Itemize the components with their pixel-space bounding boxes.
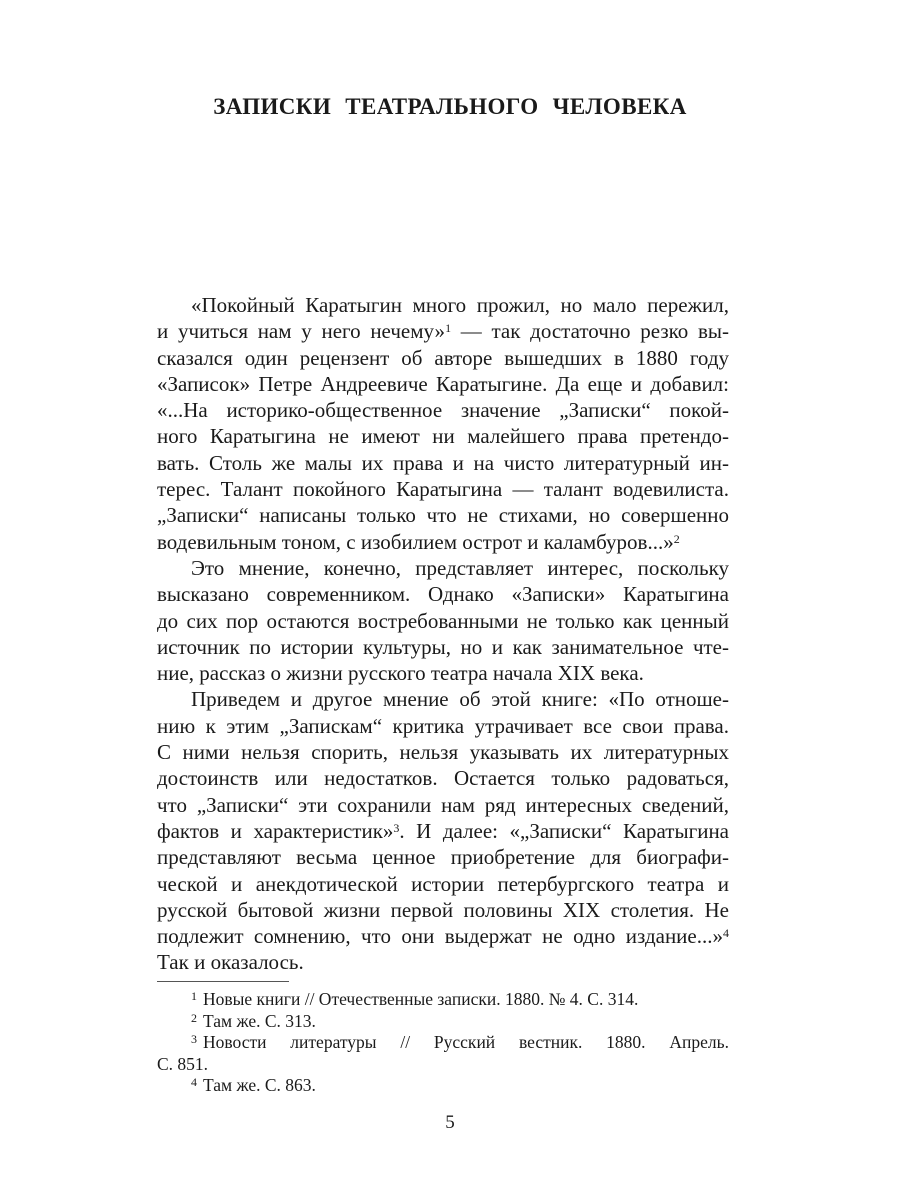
text-run: «Записок» Петре Андреевиче Каратыгине. Да еще и добавил: bbox=[157, 371, 729, 396]
text-run: «Покойный Каратыгин много прожил, но мало пережил, bbox=[191, 293, 729, 317]
text-run: С ними нельзя спорить, нельзя указывать их литературных bbox=[157, 740, 729, 765]
text-run: Приведем и другое мнение об этой книге: «По отноше- bbox=[191, 687, 729, 712]
text-run: ние, рассказ о жизни русского театра начала XIX века. bbox=[157, 661, 644, 686]
text-run: фактов и характеристик» bbox=[157, 818, 394, 843]
footnote bbox=[157, 1075, 729, 1097]
text-line bbox=[157, 423, 729, 449]
footnote-text: Там же. С. 313. bbox=[203, 1010, 316, 1031]
footnote-text: Новые книги // Отечественные записки. 1880. № 4. С. 314. bbox=[203, 989, 639, 1009]
footnote-continuation: С. 851. bbox=[157, 1053, 209, 1074]
text-line bbox=[157, 818, 729, 844]
text-run: ческой и анекдотической истории петербургского театра и bbox=[157, 871, 729, 896]
text-line bbox=[157, 397, 729, 423]
text-line bbox=[157, 581, 729, 607]
text-line bbox=[157, 502, 729, 528]
text-run: русской бытовой жизни первой половины XIX столетия. Не bbox=[157, 897, 729, 922]
text-line bbox=[157, 739, 729, 765]
text-line bbox=[157, 555, 729, 581]
text-line bbox=[157, 923, 729, 949]
main-text bbox=[157, 292, 729, 976]
text-line bbox=[157, 871, 729, 897]
footnote-rule bbox=[157, 981, 289, 982]
text-line bbox=[157, 660, 729, 686]
text-line bbox=[157, 949, 729, 975]
text-line bbox=[157, 529, 729, 555]
text-line bbox=[157, 792, 729, 818]
text-line bbox=[157, 897, 729, 923]
text-line bbox=[157, 686, 729, 712]
footnote-ref: 3 bbox=[393, 820, 400, 835]
paragraph bbox=[157, 292, 729, 555]
text-run: Так и оказалось. bbox=[157, 950, 304, 975]
footnotes bbox=[157, 989, 729, 1097]
text-line bbox=[157, 476, 729, 502]
text-line bbox=[157, 765, 729, 791]
page-number: 5 bbox=[445, 1112, 455, 1133]
text-run: терес. Талант покойного Каратыгина — талант водевилиста. bbox=[157, 477, 729, 502]
footnote-number: 2 bbox=[191, 1010, 197, 1025]
text-run: водевильным тоном, с изобилием острот и каламбуров...» bbox=[157, 529, 674, 554]
text-run: и учиться нам у него нечему» bbox=[157, 319, 446, 344]
footnote-text: Новости литературы // Русский вестник. 1880. Апрель. bbox=[203, 1032, 729, 1052]
footnote bbox=[157, 1032, 729, 1054]
footnote-number: 3 bbox=[191, 1032, 197, 1046]
text-run: вать. Столь же малы их права и на чисто литературный ин- bbox=[157, 450, 729, 475]
footnote-ref: 2 bbox=[673, 531, 680, 546]
text-line bbox=[157, 292, 729, 318]
text-line bbox=[157, 371, 729, 397]
text-run: до сих пор остаются востребованными не только как ценный bbox=[157, 608, 729, 633]
chapter-title: ЗАПИСКИ ТЕАТРАЛЬНОГО ЧЕЛОВЕКА bbox=[213, 94, 687, 119]
text-line bbox=[157, 608, 729, 634]
footnote-ref: 4 bbox=[723, 926, 729, 941]
text-run: «...На историко-общественное значение „Записки“ покой- bbox=[157, 398, 729, 423]
text-line bbox=[157, 634, 729, 660]
footnote-ref: 1 bbox=[445, 321, 452, 336]
text-line bbox=[157, 318, 729, 344]
text-run: сказался один рецензент об авторе вышедших в 1880 году bbox=[157, 345, 729, 370]
text-line bbox=[157, 345, 729, 371]
text-line bbox=[157, 713, 729, 739]
text-run: достоинств или недостатков. Остается только радоваться, bbox=[157, 766, 729, 791]
text-run: источник по истории культуры, но и как занимательное чте- bbox=[157, 634, 729, 659]
paragraph bbox=[157, 555, 729, 686]
text-run: . И далее: «„Записки“ Каратыгина bbox=[399, 818, 729, 843]
footnote bbox=[157, 989, 729, 1011]
text-line bbox=[157, 844, 729, 870]
paragraph bbox=[157, 686, 729, 975]
text-line bbox=[157, 450, 729, 476]
footnote-text: Там же. С. 863. bbox=[203, 1075, 316, 1095]
text-run: Это мнение, конечно, представляет интерес, поскольку bbox=[191, 555, 729, 580]
text-run: — так достаточно резко вы- bbox=[451, 319, 729, 344]
text-run: высказано современником. Однако «Записки» Каратыгина bbox=[157, 582, 729, 607]
text-run: „Записки“ написаны только что не стихами, но совершенно bbox=[157, 503, 729, 528]
footnote bbox=[157, 1011, 729, 1033]
text-run: ного Каратыгина не имеют ни малейшего права претендо- bbox=[157, 424, 729, 449]
footnote-number: 4 bbox=[191, 1075, 197, 1089]
text-run: нию к этим „Запискам“ критика утрачивает все свои права. bbox=[157, 713, 729, 738]
text-run: представляют весьма ценное приобретение для биографи- bbox=[157, 845, 729, 870]
footnote-number: 1 bbox=[191, 989, 197, 1003]
text-run: что „Записки“ эти сохранили нам ряд интересных сведений, bbox=[157, 792, 729, 817]
text-run: подлежит сомнению, что они выдержат не одно издание...» bbox=[157, 924, 723, 949]
